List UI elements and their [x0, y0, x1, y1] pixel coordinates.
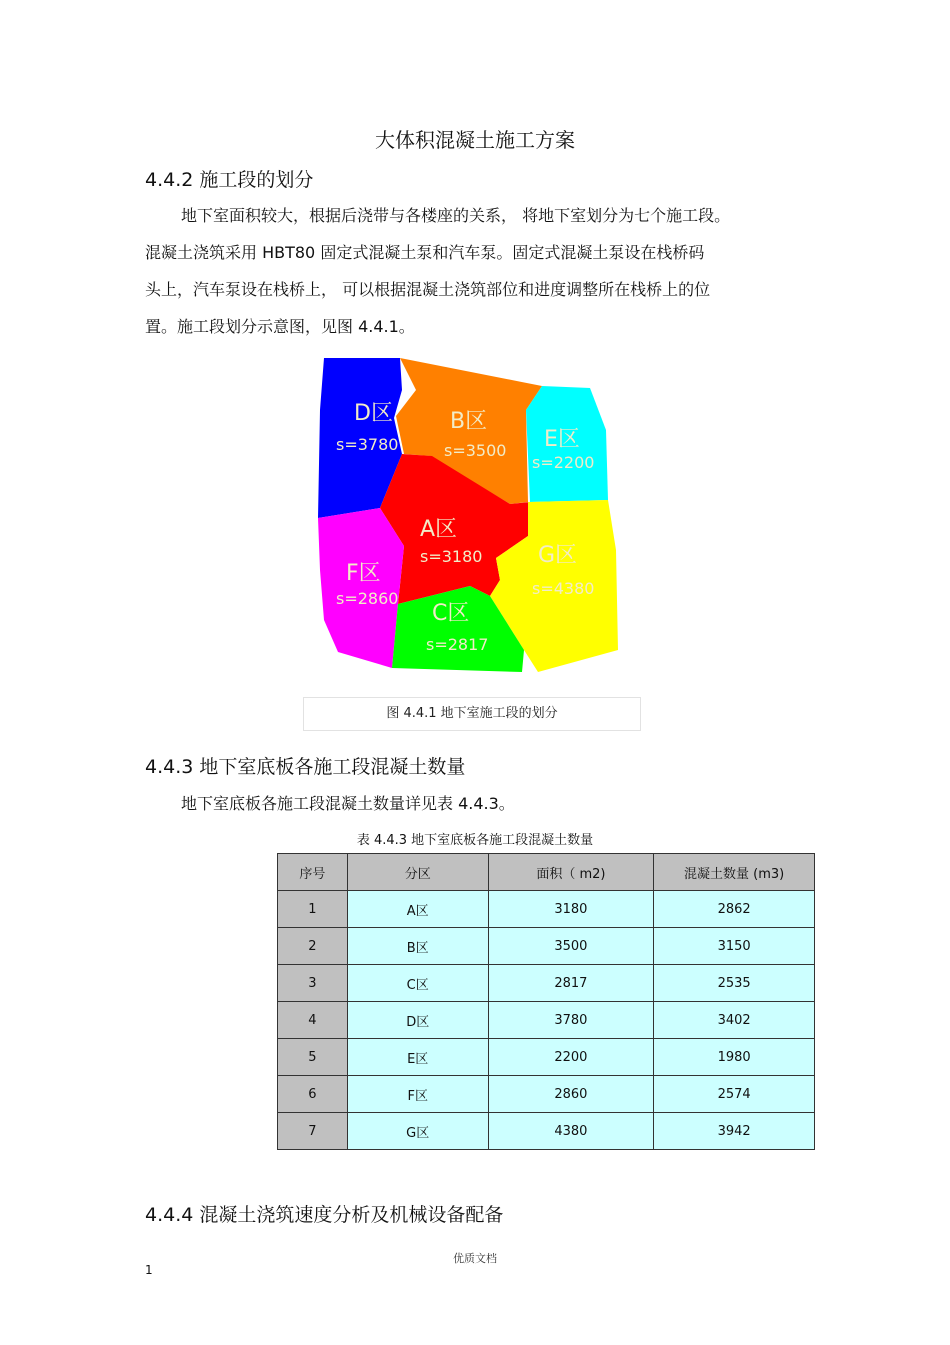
zone-area-label: s=2200: [532, 453, 595, 472]
table-row: [278, 1076, 815, 1113]
zone-label: C区: [432, 601, 470, 626]
column-header: 分区: [347, 854, 488, 891]
concrete-quantity-table: [277, 853, 815, 1150]
table-cell: B区: [347, 928, 488, 965]
table-cell: D区: [347, 1002, 488, 1039]
zone-area-label: s=4380: [532, 579, 595, 598]
construction-zone-map: [310, 350, 630, 680]
zone-area-label: s=3180: [420, 547, 483, 566]
table-cell: 3150: [654, 928, 815, 965]
section-heading-4-4-2: 4.4.2 施工段的划分: [145, 169, 314, 191]
zone-label: F区: [346, 561, 381, 586]
table-cell: 7: [278, 1113, 348, 1150]
table-row: [278, 891, 815, 928]
zone-label: D区: [354, 401, 393, 426]
zone-label: A区: [420, 517, 458, 542]
table-cell: 3180: [488, 891, 654, 928]
table-cell: 6: [278, 1076, 348, 1113]
zone-label: B区: [450, 409, 488, 434]
table-cell: 3: [278, 965, 348, 1002]
table-row: [278, 1113, 815, 1150]
footer-text: 优质文档: [453, 1252, 497, 1265]
paragraph-line: 头上，汽车泵设在栈桥上， 可以根据混凝土浇筑部位和进度调整所在栈桥上的位: [145, 280, 711, 299]
table-row: [278, 1002, 815, 1039]
table-cell: A区: [347, 891, 488, 928]
zone-label: G区: [538, 543, 578, 568]
zone-area-label: s=2860: [336, 589, 399, 608]
table-row: [278, 928, 815, 965]
table-cell: 4380: [488, 1113, 654, 1150]
table-cell: 3402: [654, 1002, 815, 1039]
table-cell: F区: [347, 1076, 488, 1113]
zone-f-region: [318, 508, 404, 668]
zone-area-label: s=3780: [336, 435, 399, 454]
zone-area-label: s=3500: [444, 441, 507, 460]
column-header: 序号: [278, 854, 348, 891]
paragraph-line: 地下室面积较大，根据后浇带与各楼座的关系， 将地下室划分为七个施工段。: [181, 206, 731, 225]
table-cell: 1: [278, 891, 348, 928]
zone-area-label: s=2817: [426, 635, 489, 654]
paragraph-line: 置。施工段划分示意图，见图 4.4.1。: [145, 317, 415, 336]
section-4-4-3-intro: 地下室底板各施工段混凝土数量详见表 4.4.3。: [181, 794, 515, 813]
table-cell: 2860: [488, 1076, 654, 1113]
table-cell: 2535: [654, 965, 815, 1002]
table-cell: 3780: [488, 1002, 654, 1039]
table-caption: 表 4.4.3 地下室底板各施工段混凝土数量: [356, 833, 594, 848]
table-cell: 5: [278, 1039, 348, 1076]
document-title: 大体积混凝土施工方案: [375, 128, 575, 152]
section-heading-4-4-3: 4.4.3 地下室底板各施工段混凝土数量: [145, 756, 466, 778]
table-row: [278, 1039, 815, 1076]
table-cell: C区: [347, 965, 488, 1002]
table-cell: 3942: [654, 1113, 815, 1150]
table-cell: E区: [347, 1039, 488, 1076]
table-cell: 2200: [488, 1039, 654, 1076]
table-cell: 2: [278, 928, 348, 965]
column-header: 面积（ m2): [488, 854, 654, 891]
page-number: 1: [145, 1263, 153, 1277]
table-row: [278, 965, 815, 1002]
paragraph-line: 混凝土浇筑采用 HBT80 固定式混凝土泵和汽车泵。固定式混凝土泵设在栈桥码: [145, 243, 705, 262]
table-cell: 2862: [654, 891, 815, 928]
table-cell: 2574: [654, 1076, 815, 1113]
column-header: 混凝土数量 (m3): [654, 854, 815, 891]
zone-label: E区: [544, 427, 580, 452]
table-cell: 1980: [654, 1039, 815, 1076]
table-cell: 4: [278, 1002, 348, 1039]
figure-caption: 图 4.4.1 地下室施工段的划分: [303, 697, 641, 731]
table-cell: 3500: [488, 928, 654, 965]
table-cell: 2817: [488, 965, 654, 1002]
table-header-row: [278, 854, 815, 891]
table-cell: G区: [347, 1113, 488, 1150]
section-heading-4-4-4: 4.4.4 混凝土浇筑速度分析及机械设备配备: [145, 1204, 504, 1226]
